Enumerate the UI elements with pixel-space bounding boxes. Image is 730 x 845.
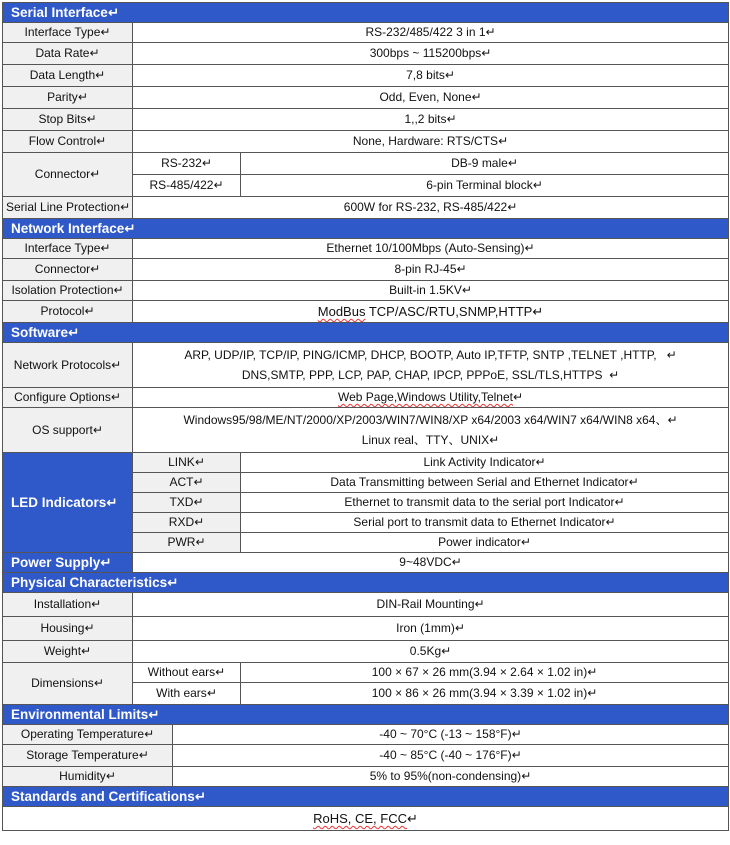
spec-row-power [3, 553, 729, 573]
spec-row [3, 663, 729, 683]
row-label: Interface Type↵ [3, 23, 133, 43]
row-label: Parity↵ [3, 87, 133, 109]
spec-row [3, 281, 729, 301]
row-value: -40 ~ 85°C (-40 ~ 176°F)↵ [173, 745, 729, 767]
spec-sheet [2, 2, 728, 831]
section-header-physical [3, 573, 729, 593]
spec-row [3, 388, 729, 408]
row-label: Operating Temperature↵ [3, 725, 173, 745]
row-value: Iron (1mm)↵ [133, 617, 729, 641]
section-title-led: LED Indicators↵ [3, 453, 133, 553]
row-sublabel: RS-232↵ [133, 153, 241, 175]
spec-row [3, 43, 729, 65]
row-value: -40 ~ 70°C (-13 ~ 158°F)↵ [173, 725, 729, 745]
spec-row [3, 745, 729, 767]
spec-row [3, 301, 729, 323]
section-header-software [3, 323, 729, 343]
spec-row [3, 87, 729, 109]
row-value: Web Page,Windows Utility,Telnet↵ [133, 388, 729, 408]
section-header-serial [3, 3, 729, 23]
row-sublabel: Without ears↵ [133, 663, 241, 683]
section-header-network [3, 219, 729, 239]
section-title-power: Power Supply↵ [3, 553, 133, 573]
spec-row [3, 641, 729, 663]
row-label: Data Rate↵ [3, 43, 133, 65]
row-value: 9~48VDC↵ [133, 553, 729, 573]
row-value: ARP, UDP/IP, TCP/IP, PING/ICMP, DHCP, BOOTP, Auto IP,TFTP, SNTP ,TELNET ,HTTP, ↵ DNS,SMTP, PPP, LCP, PAP, CHAP, IPCP, PPPoE, SSL/TLS,HTTPS ↵ [133, 343, 729, 388]
section-title-serial: Serial Interface↵ [3, 3, 729, 23]
row-value: Ethernet to transmit data to the serial port Indicator↵ [241, 493, 729, 513]
spec-row [3, 131, 729, 153]
row-label: Isolation Protection↵ [3, 281, 133, 301]
row-value: 1,,2 bits↵ [133, 109, 729, 131]
spec-row [3, 259, 729, 281]
row-label: Interface Type↵ [3, 239, 133, 259]
section-title-software: Software↵ [3, 323, 729, 343]
row-label: Storage Temperature↵ [3, 745, 173, 767]
spec-row [3, 725, 729, 745]
row-label: Stop Bits↵ [3, 109, 133, 131]
row-value: 8-pin RJ-45↵ [133, 259, 729, 281]
row-value: 100 × 86 × 26 mm(3.94 × 3.39 × 1.02 in)↵ [241, 683, 729, 705]
spec-table-top [2, 2, 729, 705]
row-value: 6-pin Terminal block↵ [241, 175, 729, 197]
row-label: Dimensions↵ [3, 663, 133, 705]
spec-row [3, 617, 729, 641]
row-sublabel: ACT↵ [133, 473, 241, 493]
row-value: Built-in 1.5KV↵ [133, 281, 729, 301]
row-sublabel: With ears↵ [133, 683, 241, 705]
row-label: Connector↵ [3, 153, 133, 197]
spec-row [3, 343, 729, 388]
row-value: DIN-Rail Mounting↵ [133, 593, 729, 617]
spec-row [3, 197, 729, 219]
spec-table-bottom [2, 704, 729, 831]
spec-row [3, 65, 729, 87]
row-value: Power indicator↵ [241, 533, 729, 553]
row-value: RS-232/485/422 3 in 1↵ [133, 23, 729, 43]
row-label: Weight↵ [3, 641, 133, 663]
section-title-physical: Physical Characteristics↵ [3, 573, 729, 593]
spec-row [3, 109, 729, 131]
section-header-standards [3, 787, 729, 807]
section-title-standards: Standards and Certifications↵ [3, 787, 729, 807]
row-value: Ethernet 10/100Mbps (Auto-Sensing)↵ [133, 239, 729, 259]
row-sublabel: TXD↵ [133, 493, 241, 513]
row-value: ModBus TCP/ASC/RTU,SNMP,HTTP↵ [133, 301, 729, 323]
spec-row [3, 767, 729, 787]
spec-row [3, 593, 729, 617]
row-label: Connector↵ [3, 259, 133, 281]
row-value: 5% to 95%(non-condensing)↵ [173, 767, 729, 787]
row-sublabel: RXD↵ [133, 513, 241, 533]
row-sublabel: RS-485/422↵ [133, 175, 241, 197]
spec-row [3, 408, 729, 453]
row-value: RoHS, CE, FCC↵ [3, 807, 729, 831]
row-label: Configure Options↵ [3, 388, 133, 408]
section-title-network: Network Interface↵ [3, 219, 729, 239]
row-value: 600W for RS-232, RS-485/422↵ [133, 197, 729, 219]
row-value: 7,8 bits↵ [133, 65, 729, 87]
spec-row [3, 153, 729, 175]
row-value: Odd, Even, None↵ [133, 87, 729, 109]
row-value: 300bps ~ 115200bps↵ [133, 43, 729, 65]
row-label: Humidity↵ [3, 767, 173, 787]
row-value: 100 × 67 × 26 mm(3.94 × 2.64 × 1.02 in)↵ [241, 663, 729, 683]
spec-row [3, 23, 729, 43]
row-label: Network Protocols↵ [3, 343, 133, 388]
row-label: Housing↵ [3, 617, 133, 641]
row-sublabel: PWR↵ [133, 533, 241, 553]
row-value: Serial port to transmit data to Ethernet Indicator↵ [241, 513, 729, 533]
section-title-environmental: Environmental Limits↵ [3, 705, 729, 725]
row-label: Data Length↵ [3, 65, 133, 87]
row-label: Protocol↵ [3, 301, 133, 323]
row-label: OS support↵ [3, 408, 133, 453]
row-sublabel: LINK↵ [133, 453, 241, 473]
spec-row [3, 239, 729, 259]
row-value: None, Hardware: RTS/CTS↵ [133, 131, 729, 153]
section-header-environmental [3, 705, 729, 725]
row-label: Installation↵ [3, 593, 133, 617]
row-value: Windows95/98/ME/NT/2000/XP/2003/WIN7/WIN8/XP x64/2003 x64/WIN7 x64/WIN8 x64、↵ Linux real、TTY、UNIX↵ [133, 408, 729, 453]
spec-row [3, 453, 729, 473]
row-value: Link Activity Indicator↵ [241, 453, 729, 473]
row-value: Data Transmitting between Serial and Ethernet Indicator↵ [241, 473, 729, 493]
row-value: DB-9 male↵ [241, 153, 729, 175]
row-label: Flow Control↵ [3, 131, 133, 153]
row-label: Serial Line Protection↵ [3, 197, 133, 219]
row-value: 0.5Kg↵ [133, 641, 729, 663]
spec-row [3, 807, 729, 831]
